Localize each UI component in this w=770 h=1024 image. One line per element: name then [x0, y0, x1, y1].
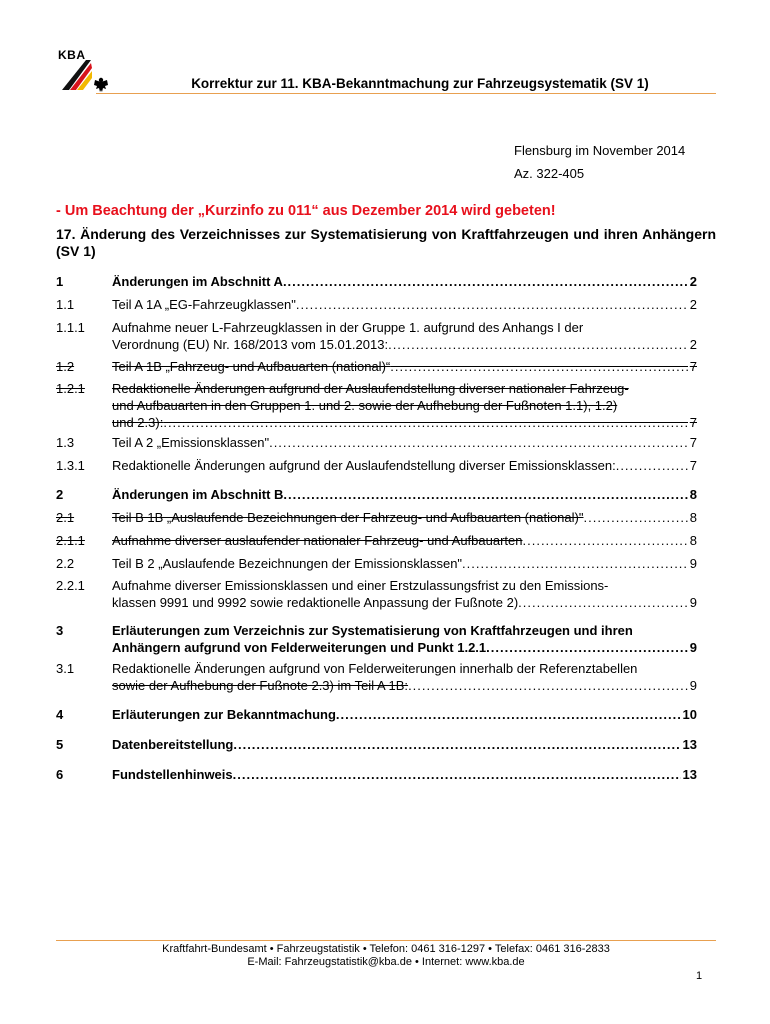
toc-number: 1	[56, 274, 64, 289]
toc-title: Aufnahme diverser Emissionsklassen und einer Erstzulassungsfrist zu den Emissions-	[112, 578, 609, 593]
toc-page: 8	[689, 533, 697, 548]
toc-number: 2.1	[56, 510, 75, 525]
page-number: 1	[696, 970, 703, 982]
toc-number: 2.1.1	[56, 533, 85, 548]
toc-page: 9	[689, 595, 697, 610]
section-title: 17. Änderung des Verzeichnisses zur Systematisierung von Kraftfahrzeugen und ihren Anhängern (SV 1)	[56, 226, 716, 259]
toc-title: Aufnahme neuer L-Fahrzeugklassen in der Gruppe 1. aufgrund des Anhangs I der	[112, 320, 584, 335]
toc-number: 2.2.1	[56, 578, 85, 593]
toc-title: Erläuterungen zum Verzeichnis zur Systematisierung von Kraftfahrzeugen und ihren	[112, 623, 633, 638]
notice-text: - Um Beachtung der „Kurzinfo zu 011“ aus Dezember 2014 wird gebeten!	[56, 203, 556, 219]
toc-title-cont: und Aufbauarten in den Gruppen 1. und 2. sowie der Aufhebung der Fußnoten 1.1), 1.2)	[112, 398, 618, 413]
kba-logo-text: KBA	[58, 48, 86, 62]
toc-title: Erläuterungen zur Bekanntmachung	[112, 707, 336, 722]
toc-title: Redaktionelle Änderungen aufgrund von Felderweiterungen innerhalb der Referenztabellen	[112, 661, 638, 676]
toc-entry-1-2[interactable]	[56, 358, 697, 375]
toc-page: 2	[689, 274, 697, 289]
toc-title: Redaktionelle Änderungen aufgrund der Auslaufendstellung diverser nationaler Fahrzeug-	[112, 381, 629, 396]
toc-title-cont: klassen 9991 und 9992 sowie redaktionelle Anpassung der Fußnote 2)	[112, 595, 519, 610]
toc-page: 8	[689, 510, 697, 525]
toc-title-cont: sowie der Aufhebung der Fußnote 2.3) im Teil A 1B:	[112, 678, 409, 693]
kba-logo-stripes-icon	[60, 56, 94, 92]
toc-page: 9	[689, 556, 697, 571]
toc-number: 1.2	[56, 359, 75, 374]
toc-entry-6[interactable]	[56, 766, 697, 783]
toc-number: 2	[56, 487, 64, 502]
toc-page: 7	[689, 435, 697, 450]
toc-number: 6	[56, 767, 64, 782]
footer-rule	[56, 940, 716, 941]
toc-number: 4	[56, 707, 64, 722]
toc-entry-1-3-1[interactable]	[56, 457, 697, 474]
header-rule	[96, 93, 716, 94]
toc-page: 7	[689, 458, 697, 473]
toc-entry-3[interactable]	[56, 622, 697, 656]
toc-entry-3-1[interactable]	[56, 660, 697, 694]
footer-email-web: E-Mail: Fahrzeugstatistik@kba.de • Internet: www.kba.de	[247, 956, 525, 968]
federal-eagle-icon	[92, 76, 110, 94]
toc-number: 1.3.1	[56, 458, 85, 473]
toc-entry-1-1[interactable]	[56, 296, 697, 313]
toc-entry-1[interactable]	[56, 273, 697, 290]
toc-title: Teil A 1A „EG-Fahrzeugklassen"	[112, 297, 296, 312]
toc-entry-1-2-1[interactable]	[56, 380, 697, 431]
toc-entry-2-1-1[interactable]	[56, 532, 697, 549]
document-title: Korrektur zur 11. KBA-Bekanntmachung zur Fahrzeugsystematik (SV 1)	[191, 76, 649, 91]
toc-page: 13	[682, 767, 697, 782]
toc-number: 1.1	[56, 297, 75, 312]
toc-number: 1.3	[56, 435, 75, 450]
toc-entry-2-1[interactable]	[56, 509, 697, 526]
toc-page: 10	[682, 707, 697, 722]
toc-title: Datenbereitstellung	[112, 737, 234, 752]
toc-page: 7	[689, 359, 697, 374]
toc-entry-2[interactable]	[56, 486, 697, 503]
toc-number: 1.1.1	[56, 320, 85, 335]
toc-title: Redaktionelle Änderungen aufgrund der Auslaufendstellung diverser Emissionsklassen:	[112, 458, 616, 473]
toc-title-cont: und 2.3):	[112, 415, 164, 430]
toc-title: Teil A 1B „Fahrzeug- und Aufbauarten (national)“	[112, 359, 391, 374]
toc-title: Fundstellenhinweis	[112, 767, 233, 782]
toc-entry-1-1-1[interactable]	[56, 319, 697, 353]
footer-contact: Kraftfahrt-Bundesamt • Fahrzeugstatistik • Telefon: 0461 316-1297 • Telefax: 0461 316-2833	[162, 943, 610, 955]
toc-title-cont: Verordnung (EU) Nr. 168/2013 vom 15.01.2013:	[112, 337, 389, 352]
toc-title: Änderungen im Abschnitt A	[112, 274, 283, 289]
reference-number: Az. 322-405	[514, 166, 585, 181]
toc-title-cont: Anhängern aufgrund von Felderweiterungen und Punkt 1.2.1	[112, 640, 487, 655]
city-date: Flensburg im November 2014	[514, 143, 686, 158]
toc-page: 8	[689, 487, 697, 502]
toc-page: 2	[689, 297, 697, 312]
toc-entry-5[interactable]	[56, 736, 697, 753]
toc-title: Teil B 2 „Auslaufende Bezeichnungen der Emissionsklassen"	[112, 556, 463, 571]
toc-number: 5	[56, 737, 64, 752]
toc-title: Aufnahme diverser auslaufender nationaler Fahrzeug- und Aufbauarten	[112, 533, 523, 548]
toc-entry-2-2[interactable]	[56, 555, 697, 572]
toc-title: Änderungen im Abschnitt B	[112, 487, 284, 502]
toc-entry-2-2-1[interactable]	[56, 577, 697, 611]
toc-page: 2	[689, 337, 697, 352]
toc-number: 2.2	[56, 556, 75, 571]
toc-page: 7	[689, 415, 697, 430]
toc-page: 9	[689, 678, 697, 693]
toc-page: 13	[682, 737, 697, 752]
toc-title: Teil B 1B „Auslaufende Bezeichnungen der Fahrzeug- und Aufbauarten (national)"	[112, 510, 584, 525]
toc-number: 3.1	[56, 661, 75, 676]
toc-number: 3	[56, 623, 64, 638]
toc-entry-4[interactable]	[56, 706, 697, 723]
toc-page: 9	[689, 640, 697, 655]
toc-entry-1-3[interactable]	[56, 434, 697, 451]
toc-title: Teil A 2 „Emissionsklassen"	[112, 435, 270, 450]
toc-number: 1.2.1	[56, 381, 85, 396]
